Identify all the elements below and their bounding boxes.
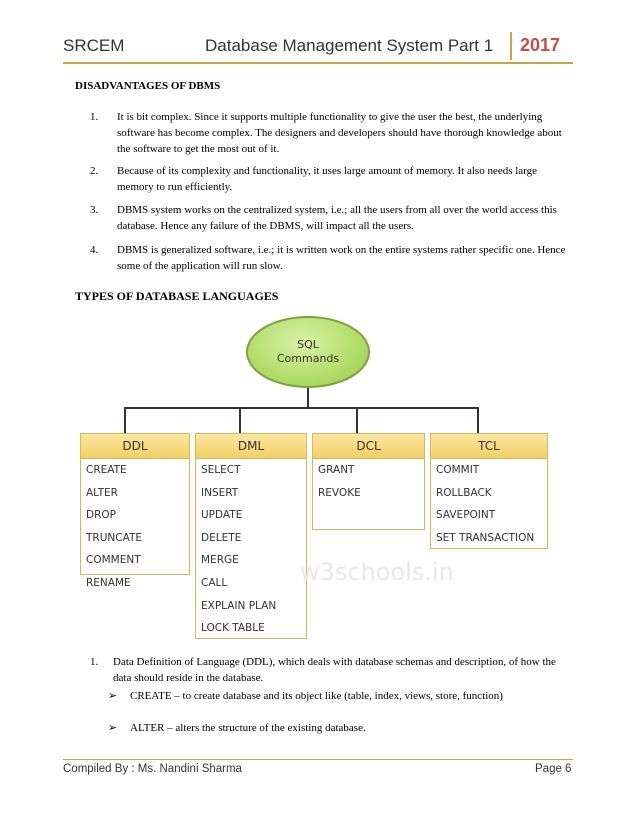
types-heading: TYPES OF DATABASE LANGUAGES (75, 289, 279, 303)
disadvantages-heading: DISADVANTAGES OF DBMS (75, 80, 221, 92)
dml-item: LOCK TABLE (201, 622, 265, 635)
dml-item: INSERT (201, 486, 239, 499)
header-institute: SRCEM (63, 36, 125, 55)
footer-author: Compiled By : Ms. Nandini Sharma (63, 763, 242, 775)
ddl-item: TRUNCATE (86, 531, 142, 544)
list-item-number: 1. (90, 111, 99, 123)
dml-header: DML (196, 434, 306, 459)
ddl-item: CREATE (86, 464, 127, 476)
watermark: w3schools.in (300, 558, 454, 586)
arrow-bullet-icon: ➢ (108, 722, 118, 734)
footer-rule (63, 759, 573, 760)
connector-dcl (356, 407, 358, 433)
bullet-text: CREATE – to create database and its object like (table, index, views, store, function) (130, 690, 503, 702)
connector-trunk (307, 388, 309, 408)
tcl-header: TCL (431, 434, 547, 459)
connector-bar (124, 407, 479, 409)
list-item-text: DBMS system works on the centralized system, i.e.; all the users from all over the world access this database. Hence any failure of the DBMS, will impact all the users. (117, 204, 557, 232)
list-item-text: DBMS is generalized software, i.e.; it is written work on the entire systems rather specific one. Hence some of the application will run slow. (117, 244, 566, 272)
list-item-number: 2. (90, 165, 99, 177)
connector-dml (239, 407, 241, 433)
tcl-item: SAVEPOINT (436, 509, 496, 522)
header-year: 2017 (520, 35, 561, 55)
ddl-text: Data Definition of Language (DDL), which deals with database schemas and description, of how the data should reside in the database. (113, 656, 556, 684)
list-item-number: 3. (90, 204, 99, 216)
sql-commands-node (246, 316, 370, 388)
footer-page-number: Page 6 (535, 763, 572, 775)
bullet-text: ALTER – alters the structure of the existing database. (130, 722, 366, 734)
dml-item: UPDATE (201, 509, 243, 522)
connector-ddl (124, 407, 126, 433)
dcl-item: GRANT (318, 464, 355, 476)
dml-box (195, 433, 307, 639)
list-item-text: Because of its complexity and functionality, it uses large amount of memory. It also needs large memory to run efficiently. (117, 165, 538, 193)
dcl-box (312, 433, 425, 530)
ddl-item: RENAME (86, 576, 131, 589)
dml-item: MERGE (201, 554, 239, 567)
header-separator (510, 32, 512, 60)
arrow-bullet-icon: ➢ (108, 690, 118, 702)
ddl-item: COMMENT (86, 554, 141, 567)
dml-item: EXPLAIN PLAN (201, 599, 277, 612)
sql-commands-label-line1: SQL (297, 338, 319, 351)
tcl-box (430, 433, 548, 549)
ddl-box (80, 433, 190, 589)
list-item-number: 4. (90, 244, 99, 256)
dml-item: CALL (201, 576, 228, 589)
ddl-item: DROP (86, 509, 116, 522)
tcl-item: COMMIT (436, 464, 480, 476)
dcl-item: REVOKE (318, 486, 361, 499)
ddl-number: 1. (90, 656, 99, 668)
sql-commands-label-line2: Commands (276, 352, 340, 365)
dcl-header: DCL (313, 434, 424, 459)
ddl-item: ALTER (86, 486, 118, 499)
ddl-header: DDL (81, 434, 189, 459)
tcl-item: ROLLBACK (436, 486, 492, 499)
tcl-item: SET TRANSACTION (436, 531, 535, 544)
dml-item: SELECT (201, 464, 241, 476)
header-title: Database Management System Part 1 (205, 36, 494, 55)
list-item-text: It is bit complex. Since it supports multiple functionality to give the user the best, the underlying software has become complex. The designers and developers should have thorough knowledge about the software to get the most out of it. (117, 111, 562, 155)
dml-item: DELETE (201, 531, 242, 544)
connector-tcl (477, 407, 479, 433)
header-rule (63, 62, 573, 64)
sql-commands-diagram (75, 310, 555, 645)
